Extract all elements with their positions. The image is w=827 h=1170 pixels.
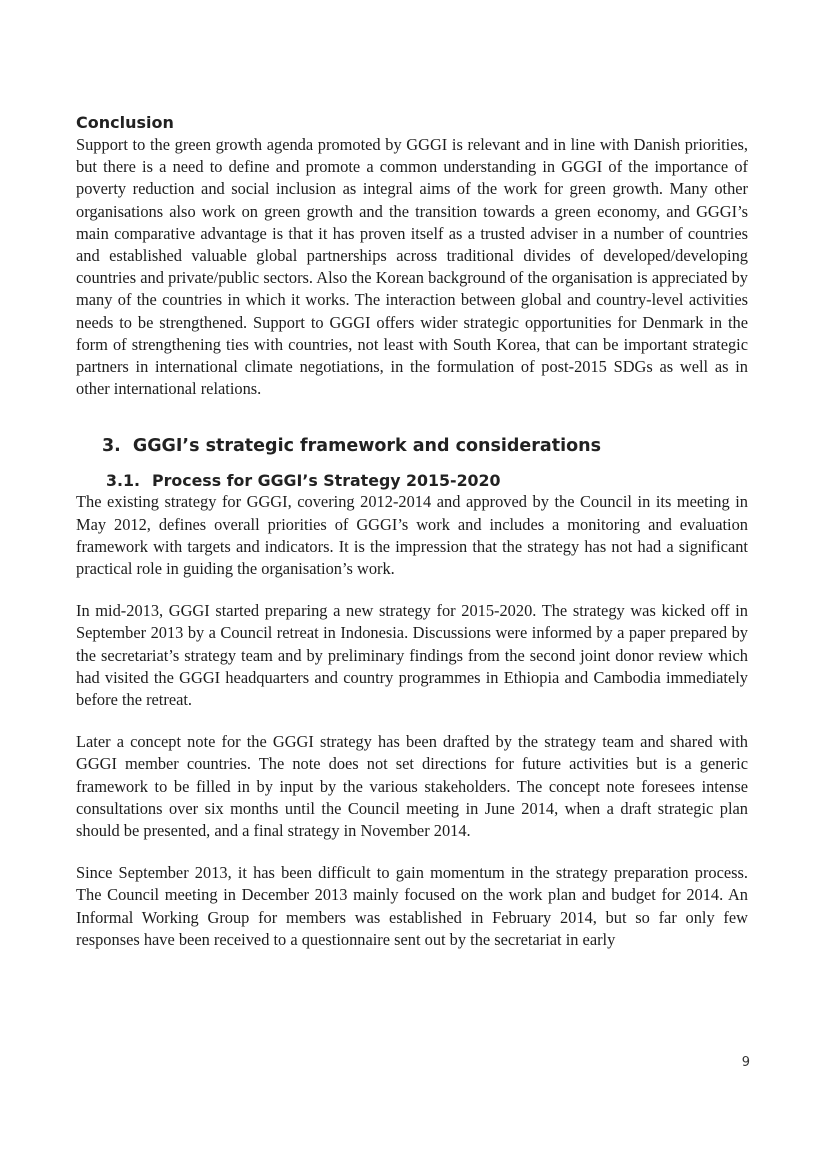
paragraph-existing-strategy: The existing strategy for GGGI, covering 2012-2014 and approved by the Council in its meeting in May 2012, defines overall priorities of GGGI’s work and includes a monitoring and evaluation framework with targets and indicators. It is the impression that the strategy has not had a significant practical role in guiding the organisation’s work. [76, 492, 748, 579]
section-3-1-title: Process for GGGI’s Strategy 2015-2020 [152, 471, 501, 491]
page-content [76, 112, 748, 951]
conclusion-paragraph: Support to the green growth agenda promoted by GGGI is relevant and in line with Danish priorities, but there is a need to define and promote a common understanding in GGGI of the importance of poverty reduction and social inclusion as integral aims of the work for green growth. Many other organisations also work on green growth and the transition towards a green economy, and GGGI’s main comparative advantage is that it has proven itself as a trusted adviser in a number of countries and established valuable global partnerships across traditional divides of developed/developing countries and private/public sectors. Also the Korean background of the organisation is appreciated by many of the countries in which it works. The interaction between global and country-level activities needs to be strengthened. Support to GGGI offers wider strategic opportunities for Denmark in the form of strengthening ties with countries, not least with South Korea, that can be important strategic partners in international climate negotiations, in the formulation of post-2015 SDGs as well as in other international relations. [76, 135, 748, 399]
section-3-title: GGGI’s strategic framework and considerations [132, 436, 601, 457]
paragraph-gap [76, 711, 748, 731]
section-3-1-number: 3.1. [106, 471, 140, 491]
section-3-number: 3. [102, 436, 121, 457]
paragraph-concept-note: Later a concept note for the GGGI strategy has been drafted by the strategy team and shared with GGGI member countries. The note does not set directions for future activities but is a generic framework to be filled in by input by the various stakeholders. The concept note foresees intense consultations over six months until the Council meeting in June 2014, when a draft strategic plan should be presented, and a final strategy in November 2014. [76, 732, 748, 841]
paragraph-since-september: Since September 2013, it has been difficult to gain momentum in the strategy preparation process. The Council meeting in December 2013 mainly focused on the work plan and budget for 2014. An Informal Working Group for members was established in February 2014, but so far only few responses have been received to a questionnaire sent out by the secretariat in early [76, 863, 748, 949]
page-number: 9 [741, 1055, 750, 1070]
section-3-1-heading [106, 470, 748, 491]
section-3-heading [102, 434, 748, 458]
conclusion-heading: Conclusion [76, 113, 174, 132]
paragraph-gap [76, 580, 748, 600]
paragraph-mid-2013: In mid-2013, GGGI started preparing a new strategy for 2015-2020. The strategy was kicked off in September 2013 by a Council retreat in Indonesia. Discussions were informed by a paper prepared by the secretariat’s strategy team and by preliminary findings from the second joint donor review which had visited the GGGI headquarters and country programmes in Ethiopia and Cambodia immediately before the retreat. [76, 601, 748, 710]
paragraph-gap [76, 842, 748, 862]
